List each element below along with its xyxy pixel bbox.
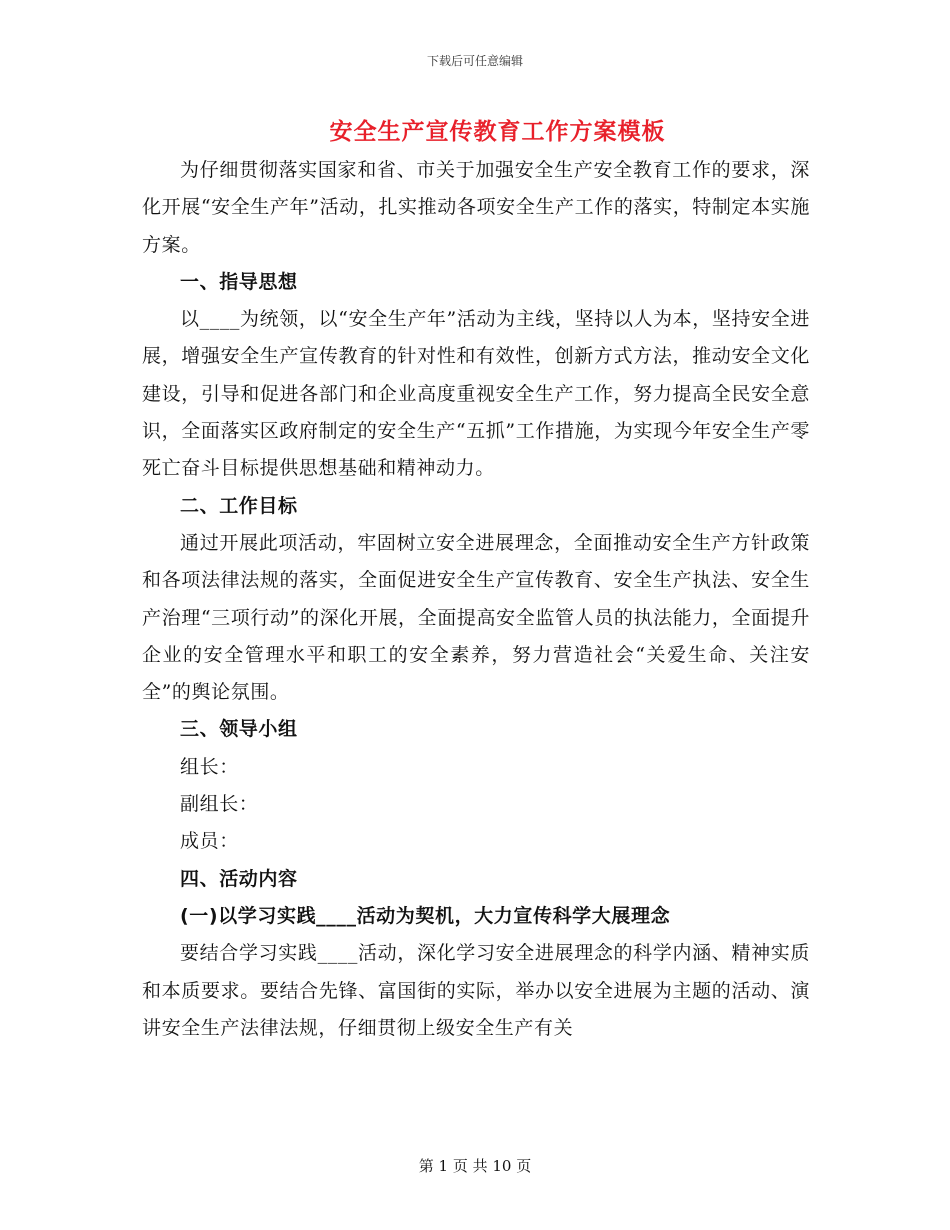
document-title: 安全生产宣传教育工作方案模板: [329, 118, 666, 145]
members-line: 成员：: [180, 830, 239, 853]
intro-paragraph: 为仔细贯彻落实国家和省、市关于加强安全生产安全教育工作的要求，深化开展“安全生产年”活动，扎实推动各项安全生产工作的落实，特制定本实施方案。: [142, 159, 810, 256]
page-number-footer: 第 1 页 共 10 页: [418, 1157, 532, 1175]
guiding-ideology-paragraph: 以____为统领，以“安全生产年”活动为主线，坚持以人为本，坚持安全进展，增强安全生产宣传教育的针对性和有效性，创新方式方法，推动安全文化建设，引导和促进各部门和企业高度重视安全生产工作，努力提高全民安全意识，全面落实区政府制定的安全生产“五抓”工作措施，为实现今年安全生产零死亡奋斗目标提供思想基础和精神动力。: [142, 308, 810, 480]
section-heading-leadership-group: 三、领导小组: [180, 718, 298, 741]
section-heading-work-goals: 二、工作目标: [180, 494, 298, 517]
subsection-heading-1: (一)以学习实践____活动为契机，大力宣传科学大展理念: [180, 904, 671, 927]
leader-line: 组长：: [180, 755, 239, 778]
subsection-1-paragraph: 要结合学习实践____活动，深化学习安全进展理念的科学内涵、精神实质和本质要求。要结合先锋、富国街的实际，举办以安全进展为主题的活动、演讲安全生产法律法规，仔细贯彻上级安全生产有关: [142, 942, 810, 1039]
work-goals-paragraph: 通过开展此项活动，牢固树立安全进展理念，全面推动安全生产方针政策和各项法律法规的落实，全面促进安全生产宣传教育、安全生产执法、安全生产治理“三项行动”的深化开展，全面提高安全监管人员的执法能力，全面提升企业的安全管理水平和职工的安全素养，努力营造社会“关爱生命、关注安全”的舆论氛围。: [142, 531, 810, 704]
section-heading-guiding-ideology: 一、指导思想: [180, 270, 298, 293]
document-body: [142, 152, 810, 1047]
header-note: 下载后可任意编辑: [426, 54, 523, 68]
section-heading-activity-content: 四、活动内容: [180, 867, 298, 890]
deputy-leader-line: 副组长：: [180, 793, 259, 816]
